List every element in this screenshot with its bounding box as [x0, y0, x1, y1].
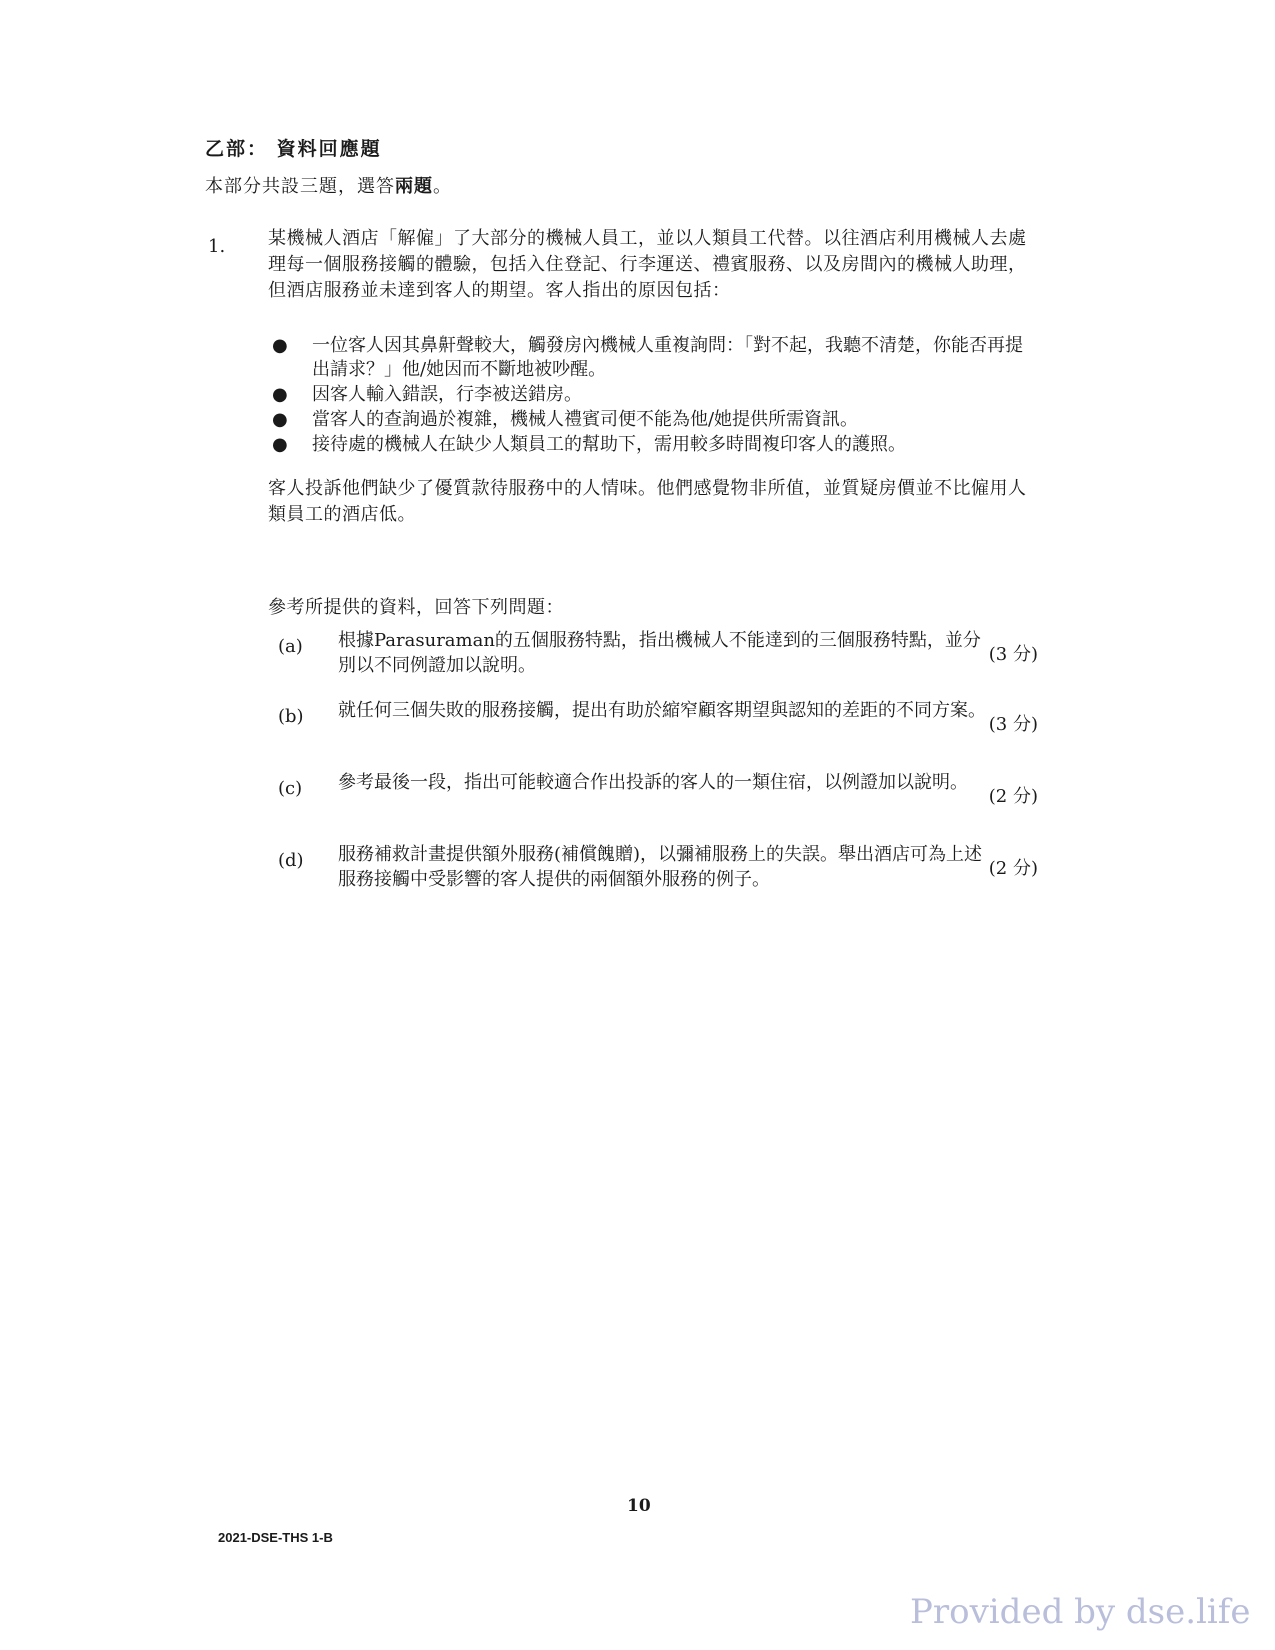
subquestion-d: [278, 842, 1038, 894]
paper-code: 2021-DSE-THS 1-B: [218, 1530, 333, 1545]
subquestion-b: [278, 698, 1038, 750]
subquestion-c: [278, 770, 1038, 822]
instruction-text: 本部分共設三題，選答: [205, 176, 395, 197]
question-intro: 某機械人酒店「解僱」了大部分的機械人員工，並以人類員工代替。以往酒店利用機械人去處理每一個服務接觸的體驗，包括入住登記、行李運送、禮賓服務、以及房間內的機械人助理，但酒店服務並未達到客人的期望。客人指出的原因包括：: [268, 228, 1027, 301]
complaint-paragraph: 客人投訴他們缺少了優質款待服務中的人情味。他們感覺物非所值，並質疑房價並不比僱用人類員工的酒店低。: [268, 478, 1027, 525]
bullet-icon: ●: [272, 434, 288, 455]
section-instruction: [205, 172, 452, 198]
list-item: [268, 433, 1038, 457]
marks-label: (2 分): [988, 786, 1038, 807]
subquestion-label: (c): [278, 778, 303, 799]
list-item: [268, 334, 1038, 382]
reason-text: 當客人的查詢過於複雜，機械人禮賓司便不能為他/她提供所需資訊。: [312, 409, 859, 430]
subquestion-text: 根據Parasuraman的五個服務特點，指出機械人不能達到的三個服務特點，並分別以不同例證加以說明。: [338, 630, 981, 676]
instruction-emphasis: 兩題: [395, 176, 433, 197]
bullet-icon: ●: [272, 409, 288, 430]
subquestion-text: 參考最後一段，指出可能較適合作出投訴的客人的一類住宿，以例證加以說明。: [338, 772, 968, 793]
subquestion-text: 就任何三個失敗的服務接觸，提出有助於縮窄顧客期望與認知的差距的不同方案。: [338, 700, 986, 721]
list-item: [268, 408, 1038, 432]
reason-text: 接待處的機械人在缺少人類員工的幫助下，需用較多時間複印客人的護照。: [312, 434, 906, 455]
page-number: 10: [627, 1496, 651, 1516]
reason-text: 因客人輸入錯誤，行李被送錯房。: [312, 384, 582, 405]
marks-label: (2 分): [988, 858, 1038, 879]
subquestion-label: (b): [278, 706, 304, 727]
instruction-end: 。: [433, 176, 452, 197]
subquestion-a: [278, 628, 1038, 680]
subquestion-label: (a): [278, 636, 303, 657]
bullet-icon: ●: [272, 335, 288, 356]
bullet-icon: ●: [272, 384, 288, 405]
marks-label: (3 分): [988, 714, 1038, 735]
reason-text: 一位客人因其鼻鼾聲較大，觸發房內機械人重複詢問：「對不起，我聽不清楚，你能否再提出請求？」他/她因而不斷地被吵醒。: [312, 335, 1023, 380]
watermark: Provided by dse.life: [910, 1592, 1251, 1632]
question-prompt: 參考所提供的資料，回答下列問題：: [268, 597, 564, 618]
list-item: [268, 383, 1038, 407]
subquestion-label: (d): [278, 850, 304, 871]
section-title: 乙部： 資料回應題: [205, 138, 382, 160]
subquestion-text: 服務補救計畫提供額外服務(補償餽贈)，以彌補服務上的失誤。舉出酒店可為上述服務接觸中受影響的客人提供的兩個額外服務的例子。: [338, 844, 983, 890]
reasons-list: [268, 334, 1038, 458]
question-number: 1.: [208, 236, 226, 257]
marks-label: (3 分): [988, 644, 1038, 665]
